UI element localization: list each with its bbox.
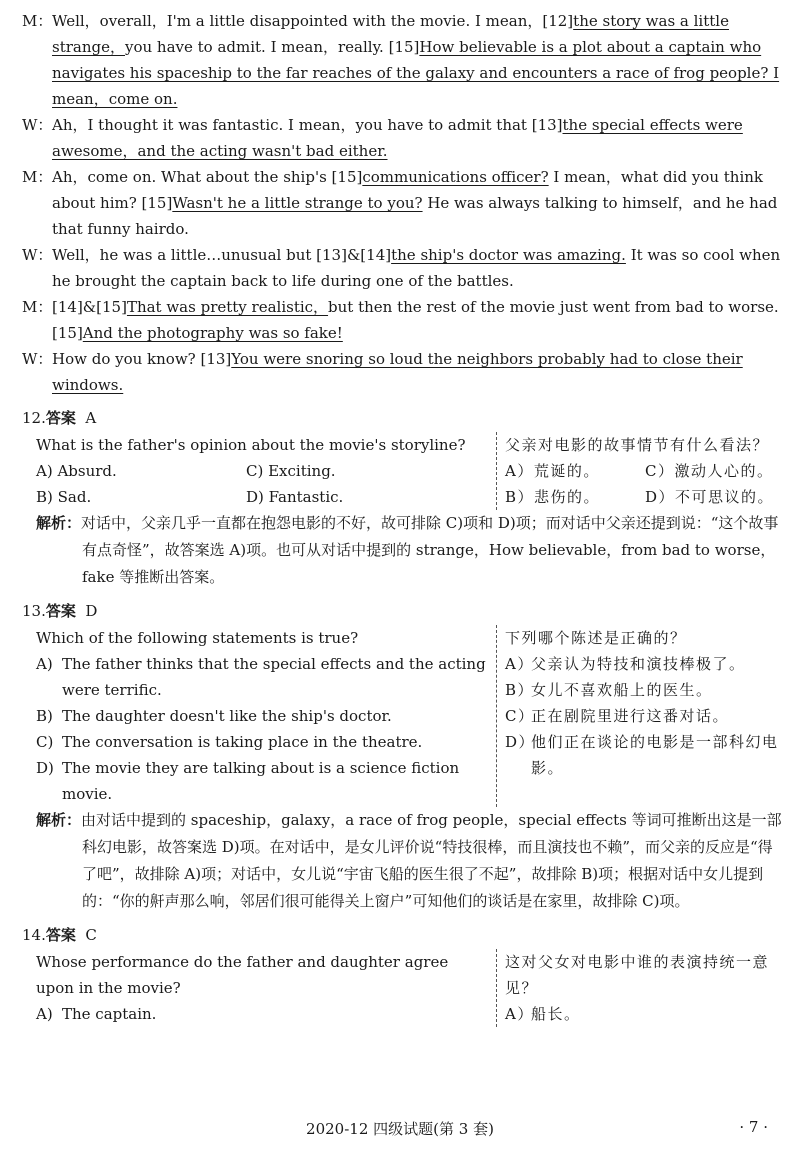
chinese-column [497, 949, 784, 1027]
dialogue-turn [22, 112, 784, 164]
answer-letter: D [75, 602, 98, 620]
key-phrase: How believable is a plot about a captain who navigates his spaceship to the far reaches of the galaxy and encounters a race of frog people? I mean，come on. [52, 38, 780, 108]
answer-letter: C [75, 926, 97, 944]
options-en [36, 458, 488, 510]
option-cn [505, 651, 784, 677]
question-stem-cn: 父亲对电影的故事情节有什么看法？ [505, 436, 770, 454]
turn-text [52, 8, 784, 112]
key-phrase: communications officer? [362, 168, 549, 186]
option-cn: C）激动人心的。 [645, 462, 774, 480]
text-run: Ah，I thought it was fantastic. I mean，you have to admit that [13] [52, 116, 563, 134]
option-cn [505, 729, 784, 781]
option-en: B) Sad. [36, 488, 92, 506]
option-cn [505, 703, 784, 729]
explanation-text: 对话中，父亲几乎一直都在抱怨电影的不好，故可排除 C)项和 D)项；而对话中父亲还提到说：“这个故事有点奇怪”，故答案选 A)项。也可从对话中提到的 strange，How believable，from bad to worse，fake 等推断出答案。 [81, 514, 779, 586]
option-text: The father thinks that the special effects and the acting were terrific. [62, 655, 486, 699]
explanation-text: 由对话中提到的 spaceship，galaxy，a race of frog people，special effects 等词可推断出这是一部科幻电影，故答案选 D)项。在对话中，是女儿评价说“特技很棒，而且演技也不赖”，而父亲的反应是“得了吧”，故排除 A)项；对话中，女儿说“宇宙飞船的医生很了不起”，故排除 B)项；根据对话中女儿提到的：“你的鼾声那么响，邻居们很可能得关上窗户”可知他们的谈话是在家里，故排除 C)项。 [81, 811, 782, 910]
option-cn [505, 677, 784, 703]
english-column [36, 432, 497, 510]
key-phrase: the story was a little strange， [52, 12, 729, 56]
turn-text [52, 242, 784, 294]
question-list [22, 404, 784, 1027]
text-run: He was always talking to himself，and he had that funny hairdo. [52, 194, 778, 238]
footer-title: 2020-12 四级试题(第 3 套) [306, 1120, 494, 1138]
text-run: Well，overall，I'm a little disappointed with the movie. I mean，[12] [52, 12, 574, 30]
option-letter: A) [36, 655, 53, 673]
option-text: 正在剧院里进行这番对话。 [531, 707, 730, 725]
option-cn: A）荒诞的。 [505, 462, 600, 480]
option-en [36, 729, 488, 755]
question-stem-cn: 下列哪个陈述是正确的？ [505, 629, 687, 647]
question-stem-cn: 这对父女对电影中谁的表演持统一意见？ [505, 953, 770, 997]
option-letter: C） [505, 707, 535, 725]
explanation [36, 807, 784, 915]
option-text: 船长。 [531, 1005, 581, 1023]
page-number: · 7 · [739, 1118, 768, 1136]
english-column [36, 949, 497, 1027]
turn-text [52, 112, 784, 164]
speaker-label: M： [22, 168, 53, 186]
question-block [22, 404, 784, 591]
turn-text [52, 294, 784, 346]
option-letter: D) [36, 759, 54, 777]
option-cn [505, 1001, 784, 1027]
text-run: I mean，what did you think about him? [15] [52, 168, 763, 212]
key-phrase: Wasn't he a little strange to you? [172, 194, 423, 212]
option-cn: B）悲伤的。 [505, 488, 601, 506]
question-header [22, 597, 784, 625]
speaker-label: W： [22, 116, 53, 134]
question-block [22, 597, 784, 915]
speaker-label: W： [22, 350, 53, 368]
question-number: 14. [22, 926, 46, 944]
option-text: The daughter doesn't like the ship's doctor. [62, 707, 392, 725]
option-letter: B） [505, 681, 535, 699]
chinese-column [497, 432, 784, 510]
question-body [36, 949, 784, 1027]
text-run: but then the rest of the movie just went from bad to worse. [15] [52, 298, 779, 342]
answer-label: 答案 [45, 926, 76, 944]
speaker-label: W： [22, 246, 53, 264]
dialogue-turn [22, 164, 784, 242]
text-run: It was so cool when he brought the captain back to life during one of the battles. [52, 246, 781, 290]
dialogue-turn [22, 242, 784, 294]
dialogue-turn [22, 294, 784, 346]
question-number: 12. [22, 409, 46, 427]
key-phrase: And the photography was so fake! [82, 324, 343, 342]
dialogue-turn [22, 346, 784, 398]
page-content [22, 8, 784, 1027]
key-phrase: That was pretty realistic， [126, 298, 329, 316]
speaker-label: M： [22, 298, 53, 316]
option-letter: A） [505, 1005, 534, 1023]
explanation-label: 解析： [36, 811, 82, 829]
text-run: Ah，come on. What about the ship's [15] [52, 168, 363, 186]
option-text: 父亲认为特技和演技棒极了。 [531, 655, 746, 673]
dialogue-turn [22, 8, 784, 112]
dialogue-transcript [22, 8, 784, 398]
key-phrase: the special effects were awesome，and the acting wasn't bad either. [52, 116, 743, 160]
option-letter: B) [36, 707, 53, 725]
answer-letter: A [75, 409, 97, 427]
question-stem-en: Which of the following statements is true? [36, 629, 359, 647]
text-run: How do you know? [13] [52, 350, 232, 368]
question-block [22, 921, 784, 1027]
chinese-column [497, 625, 784, 807]
option-text: The captain. [62, 1005, 157, 1023]
option-letter: A） [505, 655, 534, 673]
speaker-label: M： [22, 12, 53, 30]
turn-text [52, 164, 784, 242]
question-header [22, 404, 784, 432]
text-run: [14]&[15] [52, 298, 127, 316]
option-text: 他们正在谈论的电影是一部科幻电影。 [531, 733, 779, 777]
option-letter: A) [36, 1005, 53, 1023]
question-stem-en: What is the father's opinion about the movie's storyline? [36, 436, 466, 454]
question-body [36, 625, 784, 807]
question-body [36, 432, 784, 510]
key-phrase: You were snoring so loud the neighbors probably had to close their windows. [52, 350, 743, 394]
text-run: Well，he was a little…unusual but [13]&[14] [52, 246, 392, 264]
answer-label: 答案 [45, 409, 76, 427]
option-letter: C) [36, 733, 54, 751]
option-text: The conversation is taking place in the theatre. [62, 733, 423, 751]
english-column [36, 625, 497, 807]
option-cn: D）不可思议的。 [645, 488, 775, 506]
options-cn [505, 458, 784, 510]
explanation [36, 510, 784, 591]
option-en: C) Exciting. [246, 462, 336, 480]
explanation-label: 解析： [36, 514, 82, 532]
option-en [36, 703, 488, 729]
question-stem-en: Whose performance do the father and daughter agree upon in the movie? [36, 953, 449, 997]
question-header [22, 921, 784, 949]
option-letter: D） [505, 733, 536, 751]
option-en: D) Fantastic. [246, 488, 344, 506]
text-run: you have to admit. I mean，really. [15] [124, 38, 420, 56]
answer-label: 答案 [45, 602, 76, 620]
question-number: 13. [22, 602, 46, 620]
turn-text [52, 346, 784, 398]
option-text: 女儿不喜欢船上的医生。 [531, 681, 713, 699]
option-en [36, 1001, 488, 1027]
option-en: A) Absurd. [36, 462, 117, 480]
option-en [36, 755, 488, 807]
key-phrase: the ship's doctor was amazing. [391, 246, 626, 264]
option-en [36, 651, 488, 703]
option-text: The movie they are talking about is a science fiction movie. [62, 759, 460, 803]
